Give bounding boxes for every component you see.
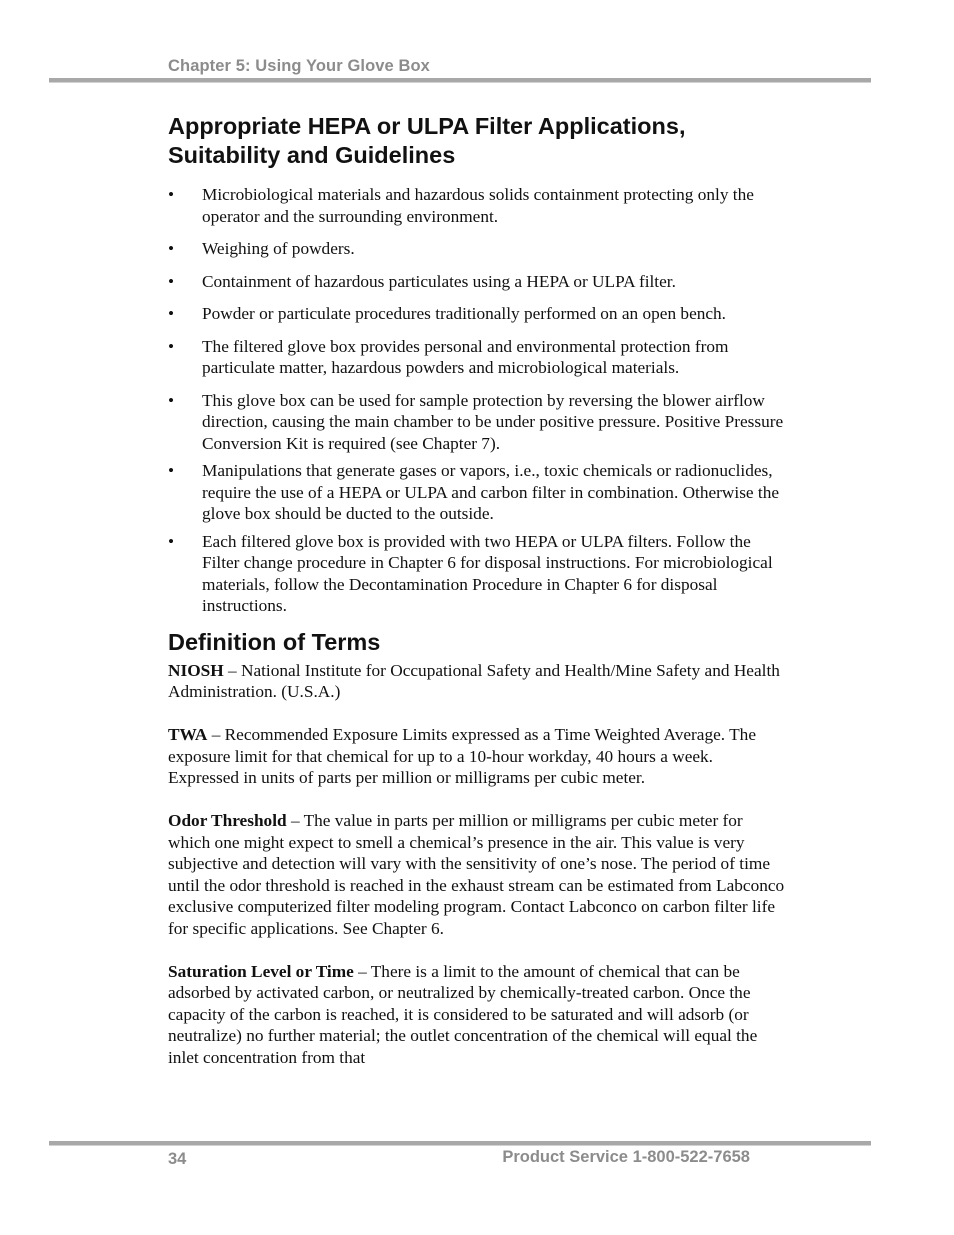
bullet-icon: • [168, 304, 175, 323]
term-definition-saturation [168, 961, 788, 1069]
term-definition-niosh [168, 660, 788, 703]
list-item-text: Weighing of powders. [202, 239, 355, 258]
filter-applications-list [168, 184, 788, 617]
list-item [168, 184, 788, 227]
term-label: NIOSH [168, 660, 224, 680]
list-item-text: The filtered glove box provides personal and environmental protection from particulate matter, hazardous powders and microbiological materials. [202, 336, 729, 377]
term-label: Odor Threshold [168, 811, 287, 830]
bullet-icon: • [168, 461, 175, 480]
bullet-icon: • [168, 390, 175, 410]
term-label: TWA [168, 725, 208, 744]
list-item-text: Powder or particulate procedures traditionally performed on an open bench. [202, 304, 727, 323]
list-item-text: This glove box can be used for sample protection by reversing the blower airflow direction, causing the main chamber to be under positive pressure. Positive Pressure Conversion Kit is required (see Chapter 7). [202, 390, 784, 453]
list-item [168, 460, 788, 525]
list-item [168, 238, 788, 260]
page-number: 34 [168, 1150, 187, 1168]
section-heading-definition-of-terms: Definition of Terms [168, 628, 381, 655]
list-item [168, 271, 788, 293]
page-body [168, 112, 788, 1068]
list-item-text: Manipulations that generate gases or vapors, i.e., toxic chemicals or radionuclides, require the use of a HEPA or ULPA and carbon filter in combination. Otherwise the glove box should be ducted to the outside. [202, 461, 780, 523]
bullet-icon: • [168, 239, 175, 258]
list-item [168, 390, 788, 455]
bullet-icon: • [168, 271, 175, 291]
bullet-icon: • [168, 185, 175, 204]
list-item-text: Containment of hazardous particulates using a HEPA or ULPA filter. [202, 271, 676, 291]
product-service-phone: Product Service 1-800-522-7658 [502, 1148, 750, 1166]
term-text: – Recommended Exposure Limits expressed as a Time Weighted Average. The exposure limit for that chemical for up to a 10-hour workday, 40 hours a week. Expressed in units of parts per million or milligrams per cubic meter. [168, 725, 756, 787]
list-item [168, 336, 788, 379]
term-text: – There is a limit to the amount of chemical that can be adsorbed by activated carbon, or neutralized by chemically-treated carbon. Once the capacity of the carbon is reached, it is considered to be saturated and will adsorb (or neutralize) no further material; the outlet concentration of the chemical will equal the inlet concentration from that [168, 961, 758, 1067]
list-item [168, 303, 788, 325]
footer-rule [49, 1141, 871, 1146]
term-definition-odor-threshold [168, 810, 788, 939]
term-text: – The value in parts per million or milligrams per cubic meter for which one might expect to smell a chemical’s presence in the air. This value is very subjective and detection will vary with the sensitivity of one’s nose. The period of time until the odor threshold is reached in the exhaust stream can be estimated from Labconco exclusive computerized filter modeling program. Contact Labconco on carbon filter life for specific applications. See Chapter 6. [168, 811, 785, 938]
bullet-icon: • [168, 531, 175, 551]
terms-list [168, 660, 788, 1069]
header-rule [49, 78, 871, 83]
term-text: – National Institute for Occupational Safety and Health/Mine Safety and Health Administration. (U.S.A.) [168, 660, 780, 701]
list-item-text: Each filtered glove box is provided with two HEPA or ULPA filters. Follow the Filter change procedure in Chapter 6 for disposal instructions. For microbiological materials, follow the Decontamination Procedure in Chapter 6 for disposal instructions. [202, 531, 773, 615]
section-heading-filter-applications: Appropriate HEPA or ULPA Filter Applications, Suitability and Guidelines [168, 113, 686, 168]
bullet-icon: • [168, 336, 175, 356]
chapter-header: Chapter 5: Using Your Glove Box [168, 57, 430, 75]
term-definition-twa [168, 724, 788, 789]
list-item [168, 531, 788, 617]
list-item-text: Microbiological materials and hazardous solids containment protecting only the operator and the surrounding environment. [202, 185, 754, 226]
term-label: Saturation Level or Time [168, 961, 354, 981]
